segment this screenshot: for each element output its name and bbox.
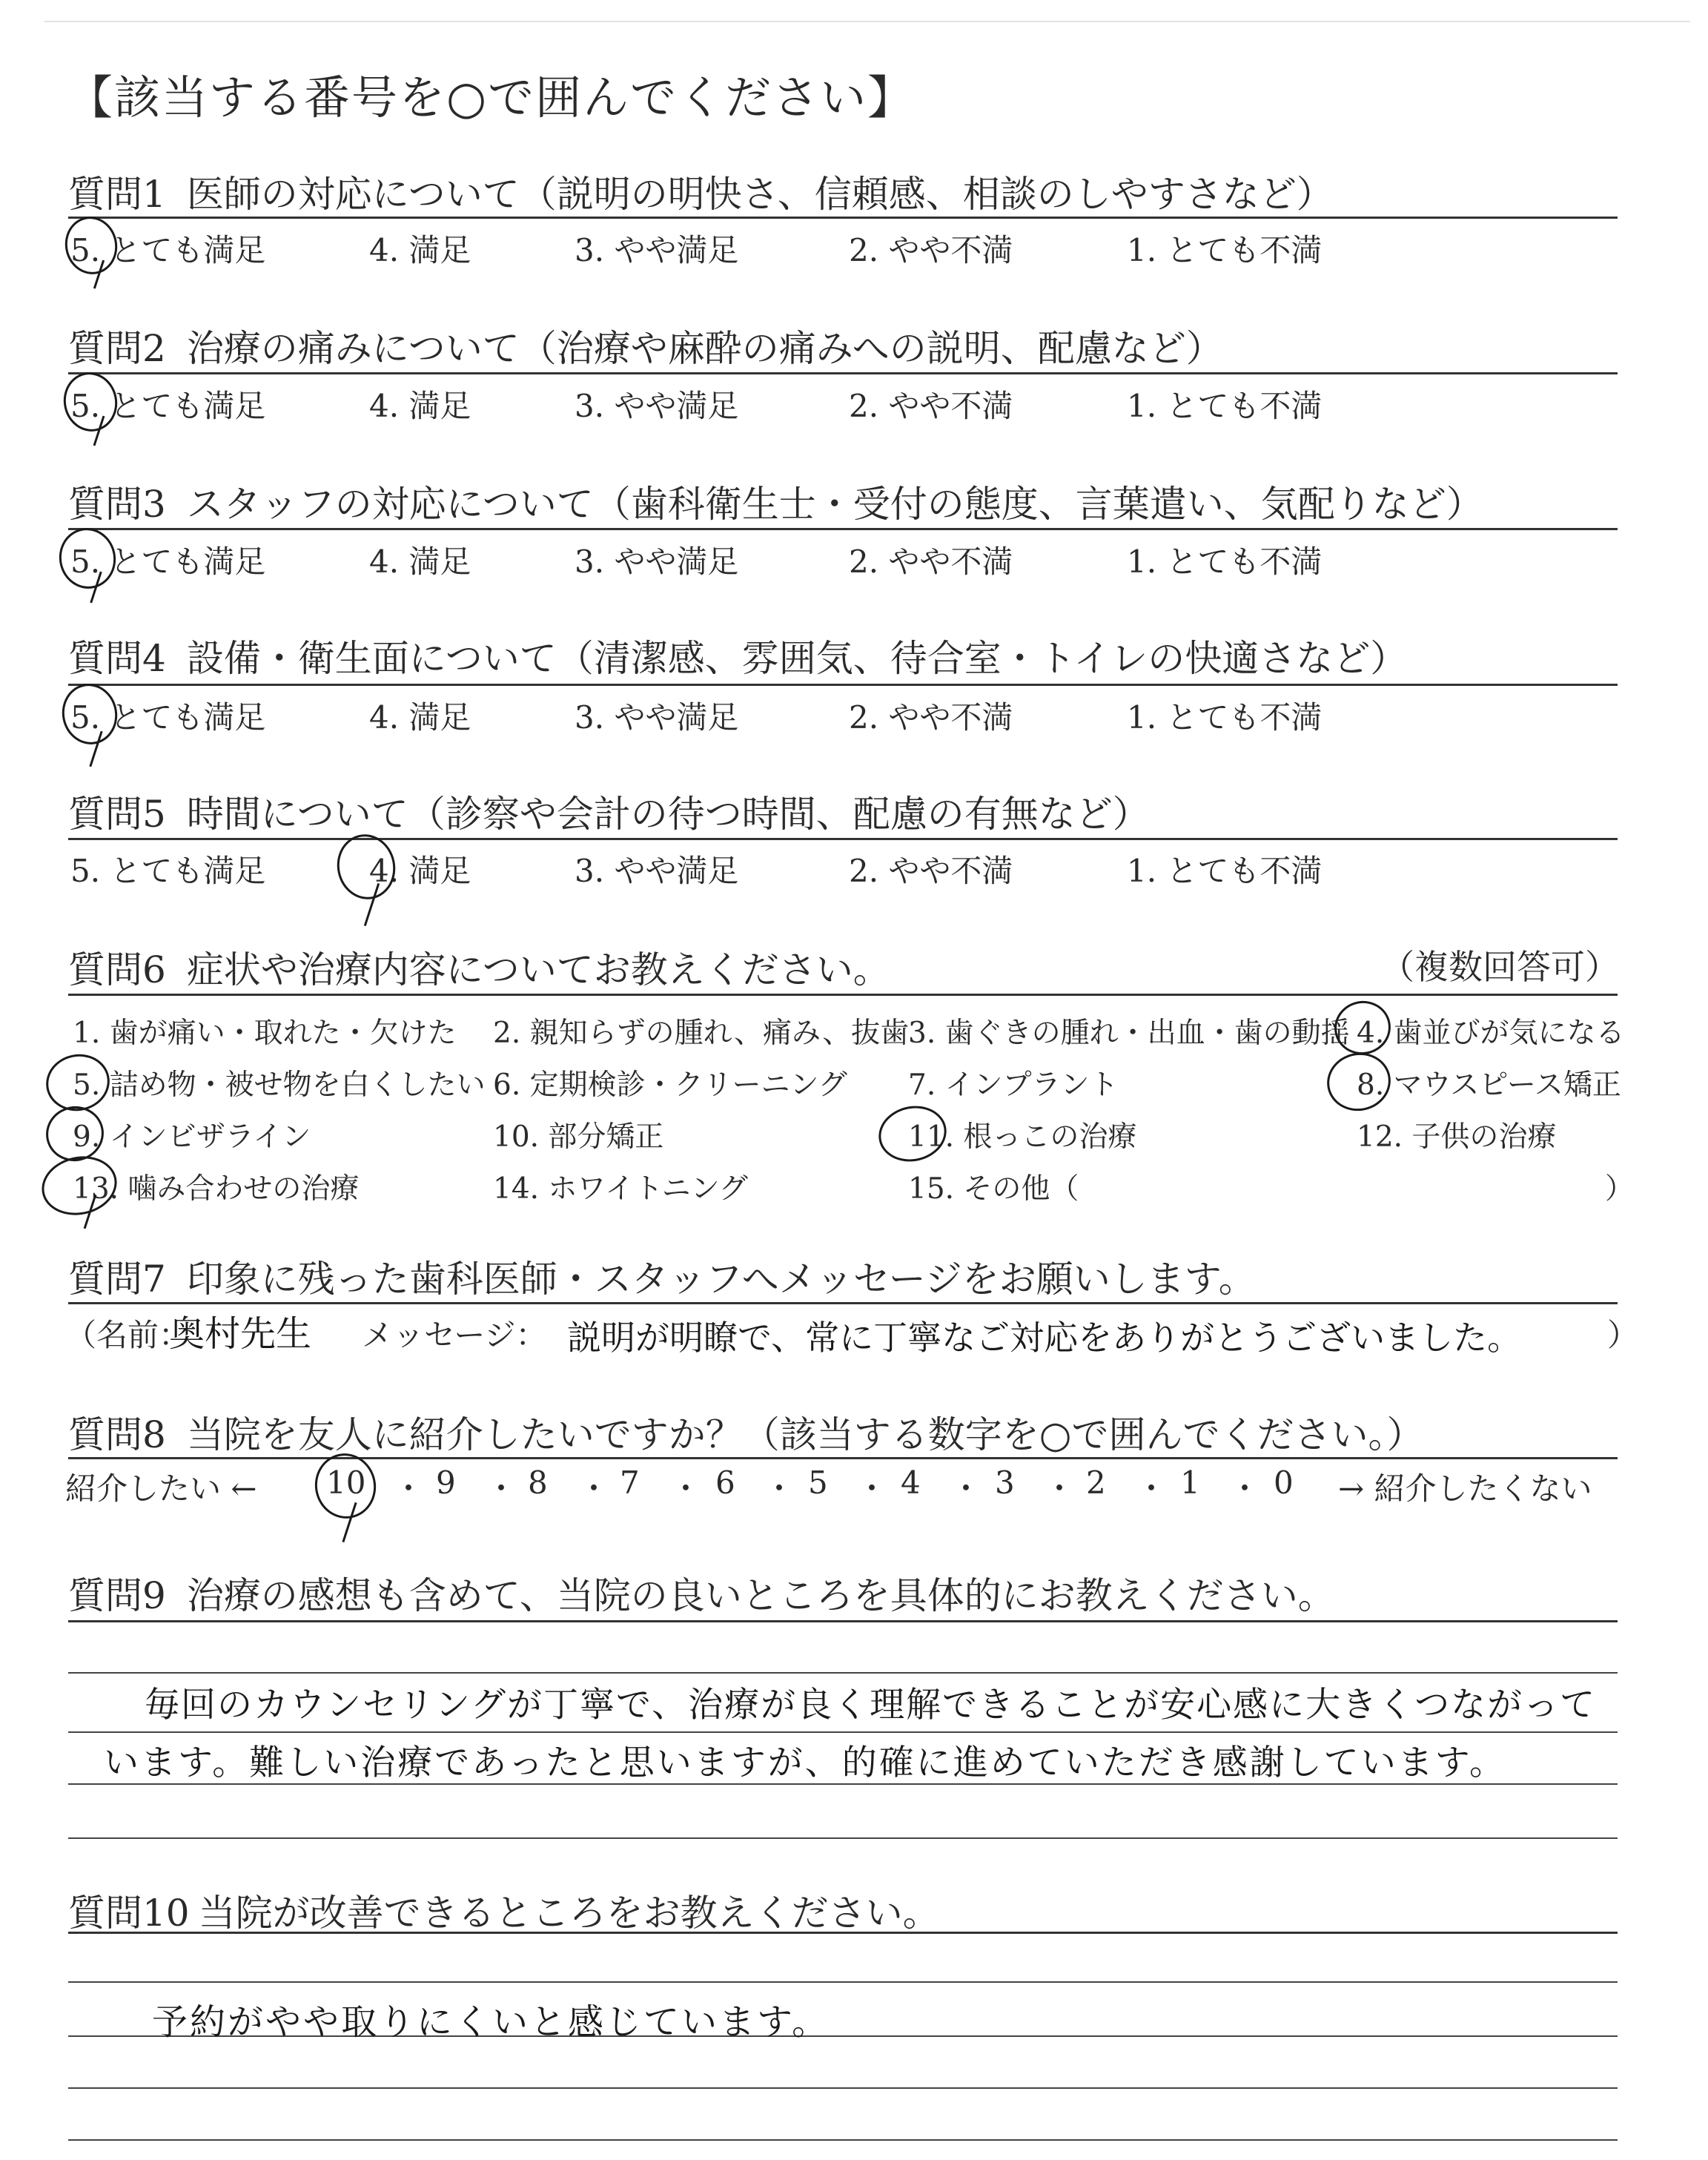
q8-scale-2[interactable]: 2 bbox=[1086, 1464, 1106, 1501]
q7-close: ） bbox=[1607, 1317, 1639, 1353]
q6-selection-mark-13 bbox=[36, 1149, 122, 1222]
q5-rule bbox=[68, 838, 1618, 840]
q9-answer-line bbox=[68, 1837, 1618, 1839]
q10-text: 当院が改善できるところをお教えください。 bbox=[198, 1892, 940, 1935]
q5-option-1[interactable]: 1. とても不満 bbox=[1127, 853, 1323, 889]
q4-rule bbox=[68, 684, 1618, 686]
q8-scale-separator: ・ bbox=[670, 1470, 702, 1507]
q8-heading bbox=[68, 1405, 1423, 1459]
q8-scale-5[interactable]: 5 bbox=[808, 1464, 828, 1501]
q3-option-1[interactable]: 1. とても不満 bbox=[1127, 544, 1323, 580]
q1-number: 質問1 bbox=[68, 173, 166, 216]
q3-rule bbox=[68, 528, 1618, 530]
q6-item-1[interactable]: 1. 歯が痛い・取れた・欠けた bbox=[73, 1017, 457, 1050]
q8-right-label: → 紹介したくない bbox=[1338, 1470, 1592, 1507]
q8-scale-separator: ・ bbox=[578, 1470, 610, 1507]
q10-answer-line bbox=[68, 1981, 1618, 1983]
q6-item-9[interactable]: 9. インビザライン bbox=[73, 1120, 311, 1154]
q8-scale-8[interactable]: 8 bbox=[528, 1464, 548, 1501]
q8-scale-separator: ・ bbox=[1229, 1470, 1261, 1507]
q4-option-5[interactable]: 5. とても満足 bbox=[70, 699, 266, 736]
q5-option-5[interactable]: 5. とても満足 bbox=[70, 853, 266, 889]
q1-option-1[interactable]: 1. とても不満 bbox=[1127, 232, 1323, 268]
q8-scale-6[interactable]: 6 bbox=[715, 1464, 735, 1501]
q1-option-4[interactable]: 4. 満足 bbox=[369, 232, 471, 268]
q5-option-4[interactable]: 4. 満足 bbox=[369, 853, 471, 889]
q4-option-2[interactable]: 2. やや不満 bbox=[849, 699, 1013, 736]
q5-selection-mark bbox=[331, 829, 402, 905]
q4-selection-mark bbox=[56, 678, 122, 750]
form-title: 【該当する番号を○で囲んでください】 bbox=[67, 70, 916, 125]
q8-scale-0[interactable]: 0 bbox=[1274, 1464, 1294, 1501]
q6-item-4[interactable]: 4. 歯並びが気になる bbox=[1357, 1017, 1625, 1050]
q8-scale-9[interactable]: 9 bbox=[436, 1464, 456, 1501]
q6-text: 症状や治療内容についてお教えください。 bbox=[186, 948, 890, 991]
q4-text: 設備・衛生面について（清潔感、雰囲気、待合室・トイレの快適さなど） bbox=[186, 637, 1408, 680]
q9-number: 質問9 bbox=[68, 1574, 166, 1617]
q3-number: 質問3 bbox=[68, 483, 166, 526]
q6-item-15-close: ） bbox=[1605, 1172, 1635, 1206]
q8-scale-4[interactable]: 4 bbox=[901, 1464, 921, 1501]
q8-scale-3[interactable]: 3 bbox=[995, 1464, 1015, 1501]
q10-answer-line bbox=[68, 2139, 1618, 2141]
q9-heading bbox=[68, 1566, 1335, 1619]
q3-option-4[interactable]: 4. 満足 bbox=[369, 544, 471, 580]
q5-option-2[interactable]: 2. やや不満 bbox=[849, 853, 1013, 889]
q1-option-2[interactable]: 2. やや不満 bbox=[849, 232, 1013, 268]
q8-scale-separator: ・ bbox=[950, 1470, 982, 1507]
q4-number: 質問4 bbox=[68, 637, 166, 680]
q10-answer-line bbox=[68, 2087, 1618, 2089]
q8-scale-separator: ・ bbox=[764, 1470, 795, 1507]
q6-item-12[interactable]: 12. 子供の治療 bbox=[1357, 1120, 1557, 1154]
q8-scale-separator: ・ bbox=[856, 1470, 888, 1507]
q4-option-4[interactable]: 4. 満足 bbox=[369, 699, 471, 736]
q1-option-3[interactable]: 3. やや満足 bbox=[575, 232, 739, 268]
q2-heading bbox=[68, 319, 1223, 372]
q6-item-2[interactable]: 2. 親知らずの腫れ、痛み、抜歯 bbox=[493, 1017, 910, 1050]
q3-text: スタッフの対応について（歯科衛生士・受付の態度、言葉遣い、気配りなど） bbox=[186, 483, 1483, 526]
q6-multiple-note: （複数回答可） bbox=[1380, 947, 1619, 987]
q6-item-13[interactable]: 13. 噛み合わせの治療 bbox=[73, 1172, 360, 1206]
q6-item-7[interactable]: 7. インプラント bbox=[908, 1069, 1119, 1102]
q6-item-15[interactable]: 15. その他（ bbox=[908, 1172, 1079, 1206]
q4-option-3[interactable]: 3. やや満足 bbox=[575, 699, 739, 736]
q6-number: 質問6 bbox=[68, 948, 166, 991]
q2-option-1[interactable]: 1. とても不満 bbox=[1127, 388, 1323, 424]
q9-answer-line bbox=[68, 1672, 1618, 1674]
q5-number: 質問5 bbox=[68, 793, 166, 836]
q9-answer-line-2[interactable]: います。難しい治療であったと思いますが、的確に進めていただき感謝しています。 bbox=[104, 1743, 1507, 1783]
q6-item-11[interactable]: 11. 根っこの治療 bbox=[908, 1120, 1137, 1154]
q5-heading bbox=[68, 785, 1150, 838]
q4-option-1[interactable]: 1. とても不満 bbox=[1127, 699, 1323, 736]
q6-item-3[interactable]: 3. 歯ぐきの腫れ・出血・歯の動揺 bbox=[908, 1017, 1350, 1050]
q3-heading bbox=[68, 475, 1483, 528]
q9-answer-line bbox=[68, 1731, 1618, 1733]
q8-scale-separator: ・ bbox=[486, 1470, 517, 1507]
q3-selection-mark bbox=[53, 523, 121, 594]
q7-message-value[interactable]: 説明が明瞭で、常に丁寧なご対応をありがとうございました。 bbox=[567, 1318, 1522, 1358]
q6-item-6[interactable]: 6. 定期検診・クリーニング bbox=[493, 1069, 847, 1102]
q1-option-5[interactable]: 5. とても満足 bbox=[70, 232, 266, 268]
q3-option-2[interactable]: 2. やや不満 bbox=[849, 544, 1013, 580]
q5-text: 時間について（診察や会計の待つ時間、配慮の有無など） bbox=[186, 793, 1150, 836]
q6-item-5[interactable]: 5. 詰め物・被せ物を白くしたい bbox=[73, 1069, 486, 1102]
q8-left-label: 紹介したい ← bbox=[65, 1470, 257, 1507]
q7-name-value[interactable]: 奥村先生 bbox=[169, 1313, 312, 1355]
q8-text: 当院を友人に紹介したいですか？（該当する数字を○で囲んでください。） bbox=[186, 1413, 1424, 1456]
q7-name-label: （名前： bbox=[65, 1317, 191, 1353]
q9-text: 治療の感想も含めて、当院の良いところを具体的にお教えください。 bbox=[186, 1574, 1335, 1617]
q6-rule bbox=[68, 994, 1618, 996]
q8-number: 質問8 bbox=[68, 1413, 166, 1456]
q10-number: 質問10 bbox=[68, 1892, 190, 1935]
top-divider bbox=[44, 21, 1690, 22]
q8-scale-10[interactable]: 10 bbox=[326, 1464, 366, 1501]
q8-scale-separator: ・ bbox=[1136, 1470, 1168, 1507]
q1-rule bbox=[68, 217, 1618, 219]
q2-rule bbox=[68, 372, 1618, 374]
q9-rule bbox=[68, 1620, 1618, 1622]
q5-option-3[interactable]: 3. やや満足 bbox=[575, 853, 739, 889]
q2-option-5[interactable]: 5. とても満足 bbox=[70, 388, 266, 424]
q6-selection-mark-11 bbox=[873, 1100, 951, 1168]
q7-text: 印象に残った歯科医師・スタッフへメッセージをお願いします。 bbox=[186, 1258, 1256, 1301]
q8-scale-7[interactable]: 7 bbox=[620, 1464, 640, 1501]
q8-scale-1[interactable]: 1 bbox=[1180, 1464, 1200, 1501]
q10-rule bbox=[68, 1932, 1618, 1934]
q6-item-14[interactable]: 14. ホワイトニング bbox=[493, 1172, 748, 1206]
q7-heading bbox=[68, 1249, 1256, 1303]
q7-rule bbox=[68, 1302, 1618, 1304]
q10-answer-line-1[interactable]: 予約がやや取りにくいと感じています。 bbox=[152, 2001, 830, 2043]
q8-rule bbox=[68, 1457, 1618, 1459]
q2-option-2[interactable]: 2. やや不満 bbox=[849, 388, 1013, 424]
q1-text: 医師の対応について（説明の明快さ、信頼感、相談のしやすさなど） bbox=[186, 173, 1334, 216]
q4-heading bbox=[68, 629, 1407, 682]
q6-item-10[interactable]: 10. 部分矯正 bbox=[493, 1120, 664, 1154]
q1-heading bbox=[68, 165, 1334, 218]
q2-number: 質問2 bbox=[68, 327, 166, 370]
q3-option-5[interactable]: 5. とても満足 bbox=[70, 544, 266, 580]
q3-option-3[interactable]: 3. やや満足 bbox=[575, 544, 739, 580]
q10-heading bbox=[68, 1883, 940, 1937]
q6-selection-mark-8 bbox=[1322, 1047, 1396, 1117]
q7-message-label: メッセージ： bbox=[362, 1317, 547, 1353]
q2-option-3[interactable]: 3. やや満足 bbox=[575, 388, 739, 424]
q8-scale-separator: ・ bbox=[1044, 1470, 1076, 1507]
q8-scale-separator: ・ bbox=[393, 1470, 425, 1507]
q6-item-8[interactable]: 8. マウスピース矯正 bbox=[1357, 1069, 1621, 1102]
q7-number: 質問7 bbox=[68, 1258, 166, 1301]
q6-heading bbox=[68, 940, 890, 994]
q9-answer-line-1[interactable]: 毎回のカウンセリングが丁寧で、治療が良く理解できることが安心感に大きくつながって bbox=[145, 1685, 1597, 1725]
q2-option-4[interactable]: 4. 満足 bbox=[369, 388, 471, 424]
q2-text: 治療の痛みについて（治療や麻酔の痛みへの説明、配慮など） bbox=[186, 327, 1223, 370]
